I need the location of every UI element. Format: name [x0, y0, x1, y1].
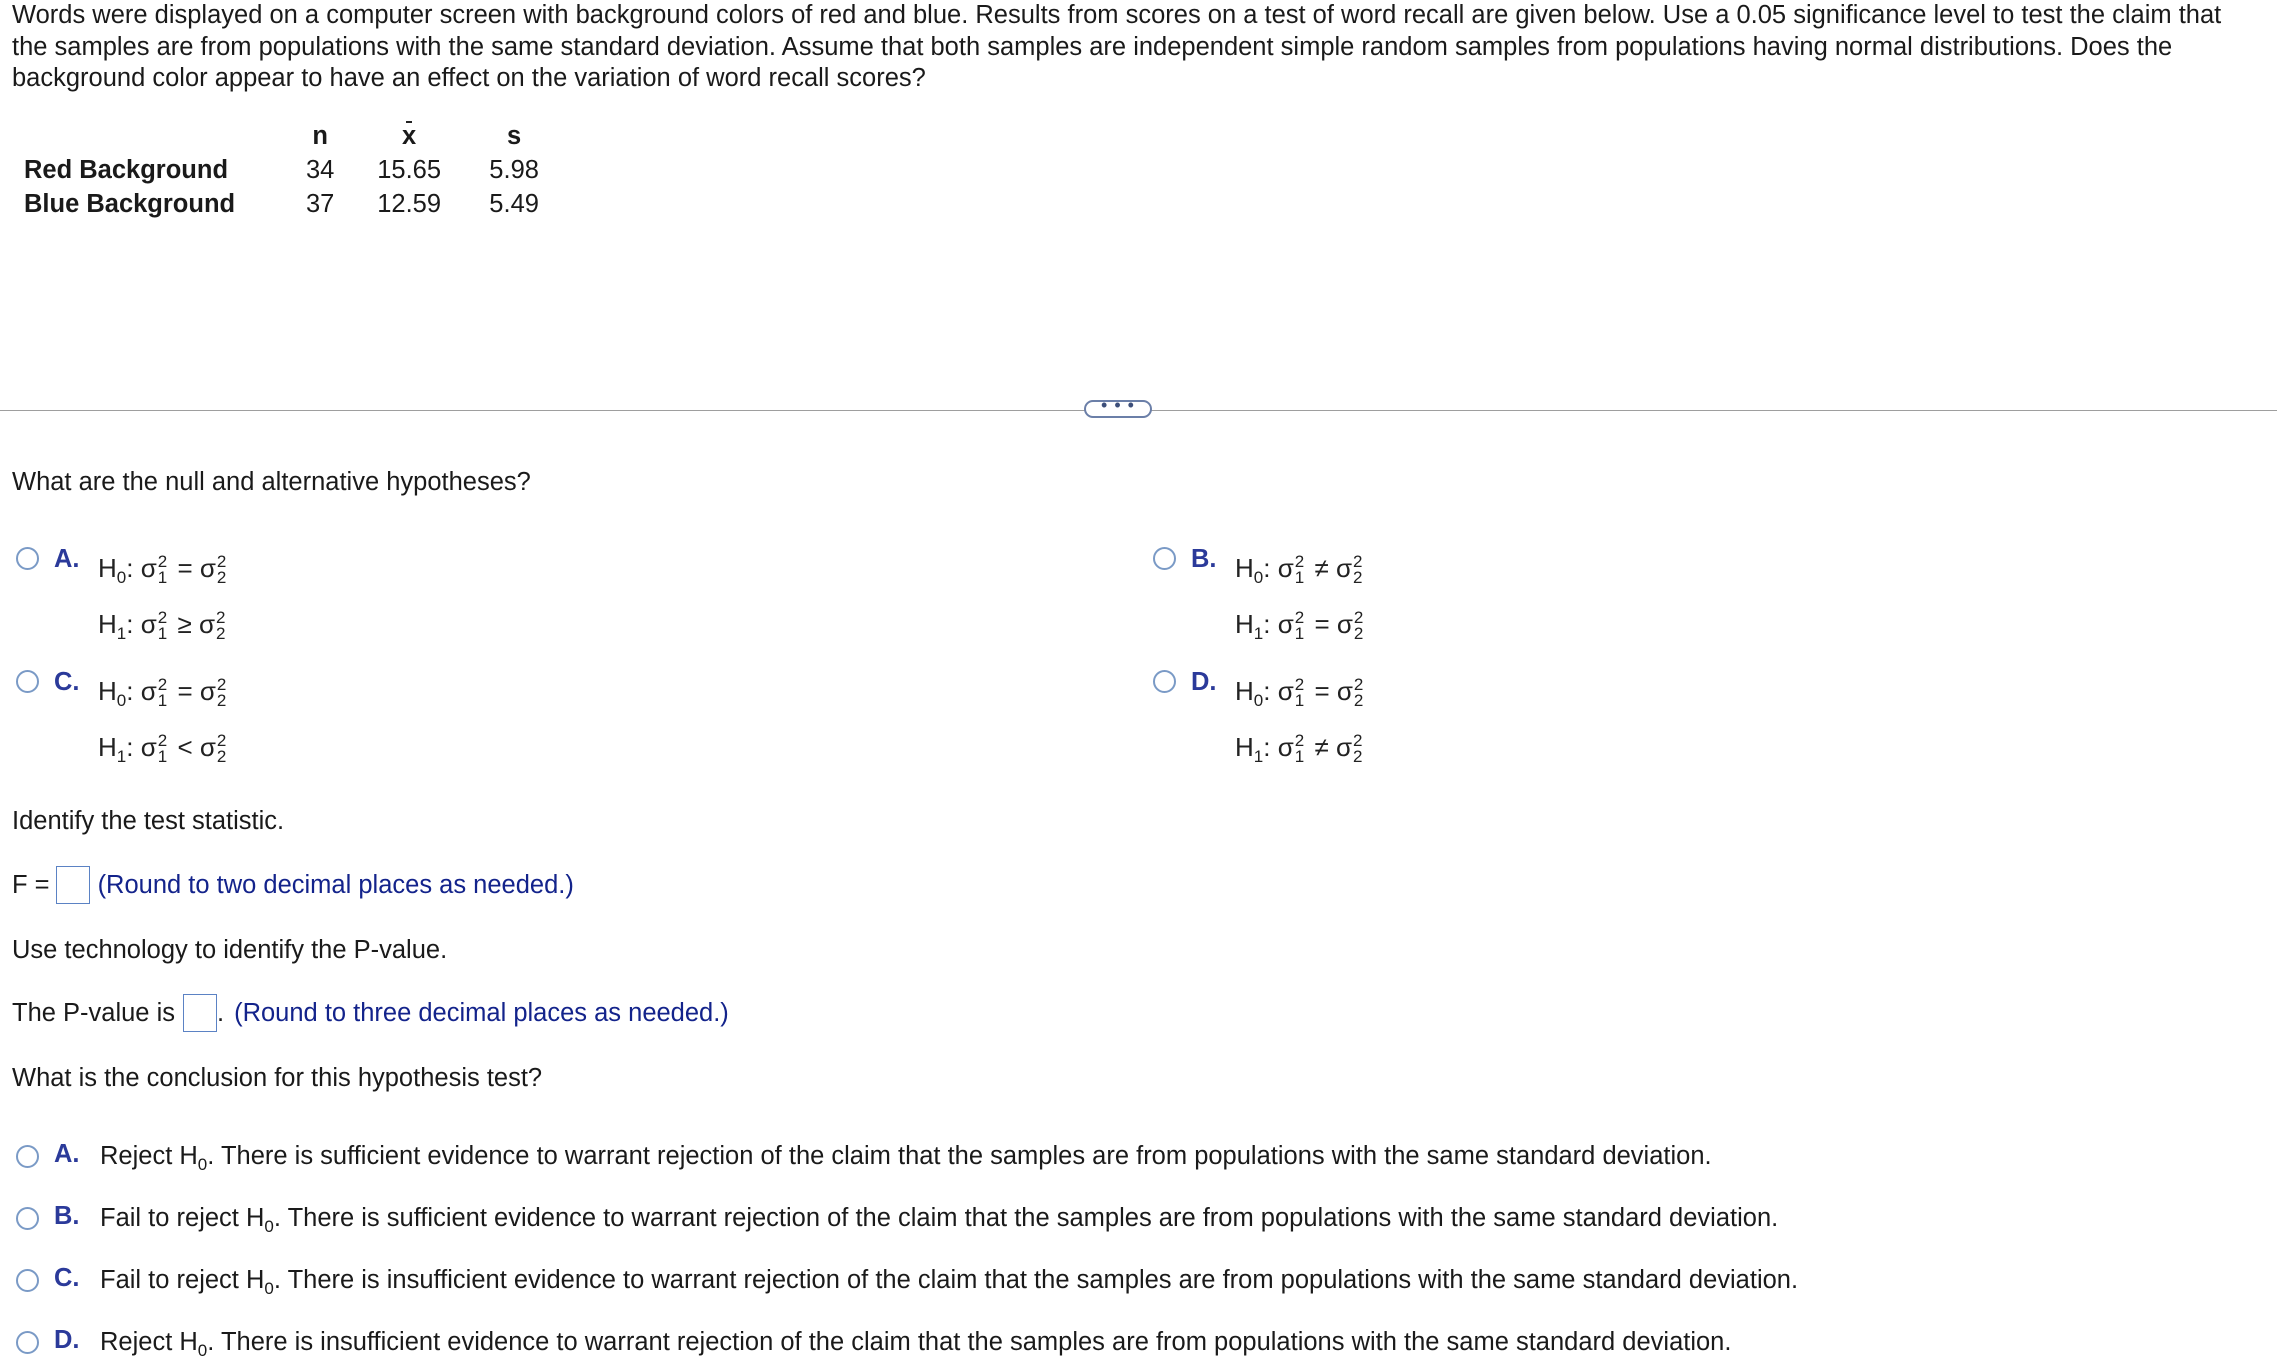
sigma-symbol: σ — [1277, 609, 1294, 640]
conclusion-option-radio[interactable] — [16, 1145, 39, 1168]
hypothesis-option-radio[interactable] — [1153, 547, 1176, 570]
f-round-hint: (Round to two decimal places as needed.) — [97, 871, 574, 899]
f-statistic-input[interactable] — [56, 866, 90, 904]
hypothesis-option-text[interactable]: $H_0$: σ 2 1 = σ 2 2 $H_1$: σ 2 1 < σ 2 2 — [98, 675, 227, 767]
sigma-symbol: σ — [1335, 732, 1352, 763]
cell-n: 37 — [305, 190, 335, 218]
cell-s: 5.49 — [489, 190, 539, 218]
question-p-value: Use technology to identify the P-value. — [12, 936, 448, 964]
hypothesis-option-radio[interactable] — [16, 670, 39, 693]
hypothesis-option-text[interactable]: $H_0$: σ 2 1 = σ 2 2 $H_1$: σ 2 1 ≥ σ 2 2 — [98, 552, 227, 644]
header-xbar: x — [402, 122, 417, 150]
conclusion-option-radio[interactable] — [16, 1269, 39, 1292]
cell-xbar: 12.59 — [377, 190, 442, 218]
p-value-row — [12, 994, 729, 1032]
row-label: Red Background — [24, 156, 229, 184]
conclusion-option-letter[interactable]: A. — [54, 1140, 80, 1168]
problem-statement: Words were displayed on a computer screen with background colors of red and blue. Results from scores on a test of word recall are given below. Use a 0.05 significance level to test the claim that the samples are from populations with the same standard deviation. Assume that both samples are independent simple random samples from populations having normal distributions. Does the background color appear to have an effect on the variation of word recall scores? — [12, 1, 2222, 92]
hypothesis-option-radio[interactable] — [16, 547, 39, 570]
f-label: F = — [12, 871, 50, 899]
hypothesis-option-text[interactable]: $H_0$: σ 2 1 ≠ σ 2 2 $H_1$: σ 2 1 = σ 2 2 — [1235, 552, 1364, 644]
f-statistic-row — [12, 866, 574, 904]
hypothesis-option-letter[interactable]: A. — [54, 545, 80, 573]
sigma-symbol: σ — [1336, 676, 1353, 706]
question-hypotheses: What are the null and alternative hypotheses? — [12, 468, 531, 496]
sigma-symbol: σ — [140, 676, 157, 706]
hypothesis-option-letter[interactable]: D. — [1191, 668, 1217, 696]
sigma-symbol: σ — [1335, 553, 1352, 583]
conclusion-option-text[interactable]: Reject $H_0$. There is sufficient evidence to warrant rejection of the claim that the samples are from populations with the same standard deviation. — [100, 1142, 1712, 1175]
question-conclusion: What is the conclusion for this hypothesis test? — [12, 1064, 543, 1092]
question-test-statistic: Identify the test statistic. — [12, 807, 285, 835]
sigma-symbol: σ — [199, 732, 216, 763]
conclusion-option-radio[interactable] — [16, 1331, 39, 1354]
hypothesis-option-letter[interactable]: B. — [1191, 545, 1217, 573]
hypothesis-option-radio[interactable] — [1153, 670, 1176, 693]
p-value-period: . — [217, 999, 225, 1027]
sigma-symbol: σ — [1277, 732, 1294, 763]
hypothesis-option-text[interactable]: $H_0$: σ 2 1 = σ 2 2 $H_1$: σ 2 1 ≠ σ 2 2 — [1235, 675, 1364, 767]
conclusion-option-text[interactable]: Fail to reject $H_0$. There is insufficient evidence to warrant rejection of the claim that the samples are from populations with the same standard deviation. — [100, 1266, 1799, 1299]
hypothesis-option-letter[interactable]: C. — [54, 668, 80, 696]
header-n: n — [312, 122, 328, 150]
conclusion-option-text[interactable]: Fail to reject $H_0$. There is sufficient evidence to warrant rejection of the claim that the samples are from populations with the same standard deviation. — [100, 1204, 1779, 1237]
header-s: s — [507, 122, 522, 150]
sigma-symbol: σ — [140, 732, 157, 763]
conclusion-option-letter[interactable]: C. — [54, 1264, 80, 1292]
expand-more-button[interactable]: • • • — [1084, 400, 1152, 418]
row-label: Blue Background — [24, 190, 236, 218]
conclusion-option-letter[interactable]: D. — [54, 1326, 80, 1354]
sigma-symbol: σ — [1336, 609, 1353, 640]
summary-table — [24, 120, 565, 222]
p-value-input[interactable] — [183, 994, 217, 1032]
sigma-symbol: σ — [140, 609, 157, 640]
sigma-symbol: σ — [198, 609, 215, 640]
conclusion-option-radio[interactable] — [16, 1207, 39, 1230]
cell-s: 5.98 — [489, 156, 539, 184]
cell-xbar: 15.65 — [377, 156, 442, 184]
conclusion-option-text[interactable]: Reject $H_0$. There is insufficient evidence to warrant rejection of the claim that the samples are from populations with the same standard deviation. — [100, 1328, 1732, 1361]
table-row — [24, 188, 565, 222]
conclusion-option-letter[interactable]: B. — [54, 1202, 80, 1230]
table-row — [24, 154, 565, 188]
p-value-label: The P-value is — [12, 999, 175, 1027]
sigma-symbol: σ — [1277, 553, 1294, 583]
sigma-symbol: σ — [199, 676, 216, 706]
sigma-symbol: σ — [1277, 676, 1294, 706]
sigma-symbol: σ — [140, 553, 157, 583]
cell-n: 34 — [305, 156, 335, 184]
sigma-symbol: σ — [199, 553, 216, 583]
table-header-row — [24, 120, 565, 154]
p-round-hint: (Round to three decimal places as needed.) — [234, 999, 729, 1027]
